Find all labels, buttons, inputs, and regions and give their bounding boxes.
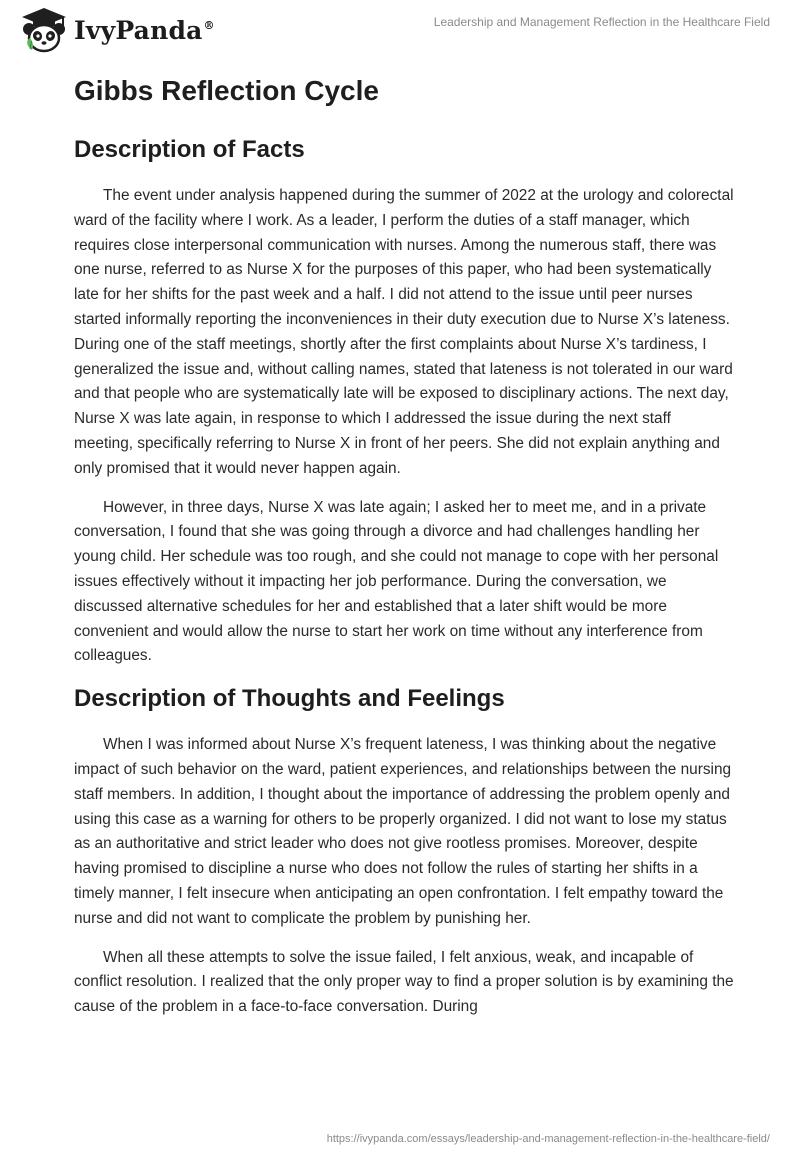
page-title: Gibbs Reflection Cycle (74, 75, 379, 106)
paragraph: When all these attempts to solve the issue failed, I felt anxious, weak, and incapable of conflict resolution. I realized that the only proper way to find a proper solution is by examining the cause of the problem in a face-to-face conversation. During (74, 948, 734, 1016)
panda-graduate-icon (18, 6, 70, 54)
paragraph: However, in three days, Nurse X was late again; I asked her to meet me, and in a private conversation, I found that she was going through a divorce and had challenges handling her young child. Her schedule was too rough, and she could not manage to cope with her personal issues effectively without it impacting her job performance. During the conversation, we discussed alternative schedules for her and established that a later shift would be more convenient and would allow the nurse to start her work on time without any interference from colleagues. (74, 498, 719, 665)
section-heading: Description of Thoughts and Feelings (74, 685, 505, 713)
document-header-title: Leadership and Management Reflection in the Healthcare Field (433, 15, 770, 29)
section-description-of-facts (74, 134, 734, 669)
section-thoughts-and-feelings (74, 683, 734, 1020)
ivypanda-logo[interactable] (18, 6, 215, 54)
logo-text: IvyPanda® (74, 15, 215, 45)
source-url[interactable]: https://ivypanda.com/essays/leadership-and-management-reflection-in-the-healthcare-field/ (326, 1133, 770, 1145)
section-heading: Description of Facts (74, 136, 305, 163)
page-header (0, 0, 800, 60)
paragraph: The event under analysis happened during the summer of 2022 at the urology and colorectal ward of the facility where I work. As a leader, I perform the duties of a staff manager, which requires close interpersonal communication with nurses. Among the numerous staff, there was one nurse, referred to as Nurse X for the purposes of this paper, who had been systematically late for her shifts for the past week and a half. I did not attend to the issue until peer nurses started informally reporting the inconveniences in their duty execution due to Nurse X’s lateness. During one of the staff meetings, shortly after the first complaints about Nurse X’s tardiness, I generalized the issue and, without calling names, stated that lateness is not tolerated in our ward and that people who are systematically late will be exposed to disciplinary actions. The next day, Nurse X was late again, in response to which I addressed the issue during the next staff meeting, specifically referring to Nurse X in front of her peers. She did not explain anything and only promised that it would never happen again. (74, 187, 734, 477)
document-body (74, 72, 734, 1034)
paragraph: When I was informed about Nurse X’s frequent lateness, I was thinking about the negative impact of such behavior on the ward, patient experiences, and relationships between the nursing staff members. In addition, I thought about the importance of addressing the problem openly and using this case as a warning for others to be properly organized. I did not want to lose my status as an authoritative and strict leader who does not give rootless promises. Moreover, despite having promised to discipline a nurse who does not follow the rules of starting her shifts in a timely manner, I felt insecure when anticipating an open confrontation. I felt empathy toward the nurse and did not want to complicate the problem by punishing her. (74, 736, 732, 927)
